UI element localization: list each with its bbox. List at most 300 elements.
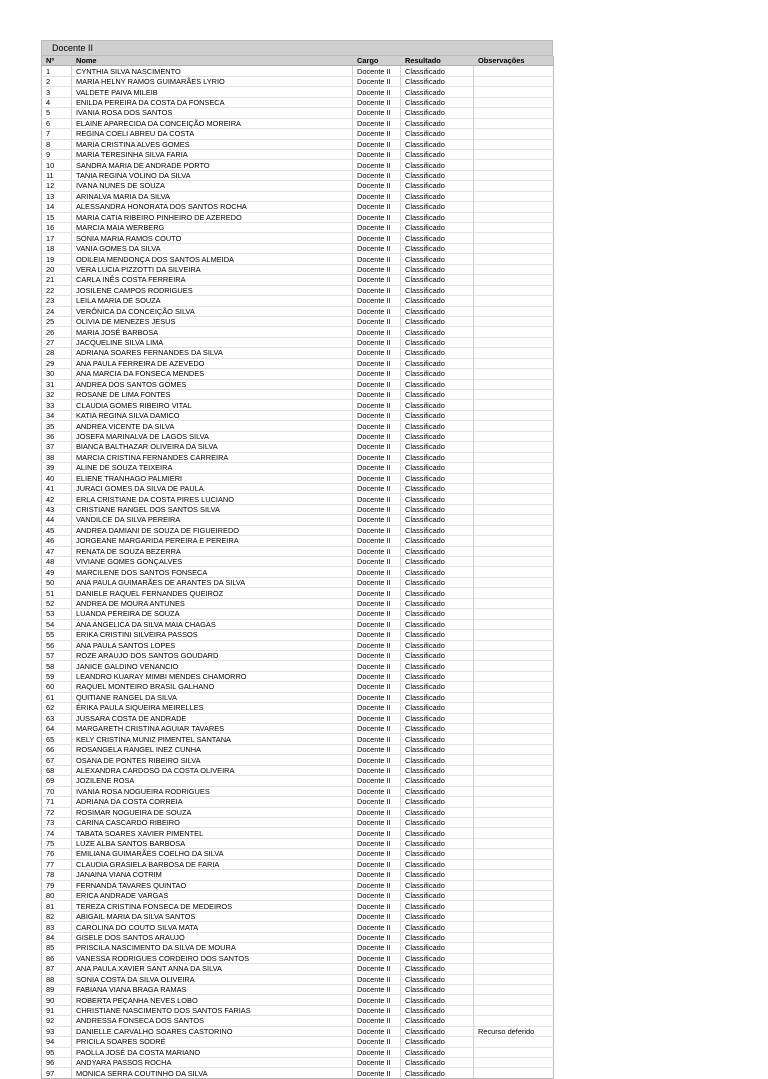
results-sheet [41, 40, 553, 1079]
cell-name: VANIA GOMES DA SILVA [72, 243, 353, 253]
cell-result: Classificado [401, 807, 474, 817]
table-row [42, 703, 554, 713]
cell-observations [474, 421, 554, 431]
cell-name: SONIA MARIA RAMOS COUTO [72, 233, 353, 243]
cell-observations [474, 880, 554, 890]
cell-observations [474, 567, 554, 577]
cell-result: Classificado [401, 901, 474, 911]
cell-name: VIVIANE GOMES GONÇALVES [72, 557, 353, 567]
cell-name: ENILDA PEREIRA DA COSTA DA FONSECA [72, 97, 353, 107]
cell-number: 23 [42, 296, 72, 306]
cell-name: ROZE ARAUJO DOS SANTOS GOUDARD [72, 650, 353, 660]
cell-result: Classificado [401, 181, 474, 191]
cell-number: 82 [42, 911, 72, 921]
cell-cargo: Docente II [353, 964, 401, 974]
table-row [42, 838, 554, 848]
cell-result: Classificado [401, 494, 474, 504]
cell-cargo: Docente II [353, 1016, 401, 1026]
cell-cargo: Docente II [353, 129, 401, 139]
cell-number: 21 [42, 275, 72, 285]
cell-cargo: Docente II [353, 431, 401, 441]
cell-observations [474, 327, 554, 337]
cell-observations [474, 463, 554, 473]
cell-observations [474, 191, 554, 201]
cell-name: QUITIANE RANGEL DA SILVA [72, 692, 353, 702]
cell-cargo: Docente II [353, 452, 401, 462]
cell-number: 39 [42, 463, 72, 473]
cell-number: 83 [42, 922, 72, 932]
cell-observations [474, 692, 554, 702]
cell-observations [474, 671, 554, 681]
cell-number: 75 [42, 838, 72, 848]
cell-result: Classificado [401, 630, 474, 640]
cell-name: TABATA SOARES XAVIER PIMENTEL [72, 828, 353, 838]
table-row [42, 932, 554, 942]
cell-cargo: Docente II [353, 191, 401, 201]
cell-result: Classificado [401, 504, 474, 514]
cell-number: 71 [42, 797, 72, 807]
cell-result: Classificado [401, 243, 474, 253]
cell-result: Classificado [401, 306, 474, 316]
table-row [42, 170, 554, 180]
cell-cargo: Docente II [353, 494, 401, 504]
cell-observations [474, 724, 554, 734]
cell-number: 79 [42, 880, 72, 890]
cell-result: Classificado [401, 358, 474, 368]
cell-observations [474, 431, 554, 441]
cell-name: JOZILENE ROSA [72, 776, 353, 786]
cell-cargo: Docente II [353, 139, 401, 149]
cell-observations [474, 1037, 554, 1047]
cell-cargo: Docente II [353, 410, 401, 420]
cell-number: 53 [42, 609, 72, 619]
cell-result: Classificado [401, 891, 474, 901]
cell-observations [474, 1005, 554, 1015]
cell-number: 97 [42, 1068, 72, 1078]
cell-result: Classificado [401, 160, 474, 170]
cell-result: Classificado [401, 421, 474, 431]
cell-cargo: Docente II [353, 650, 401, 660]
cell-name: MONICA SERRA COUTINHO DA SILVA [72, 1068, 353, 1078]
cell-name: ANDREA DE MOURA ANTUNES [72, 598, 353, 608]
cell-result: Classificado [401, 880, 474, 890]
cell-cargo: Docente II [353, 838, 401, 848]
cell-observations [474, 786, 554, 796]
cell-number: 93 [42, 1026, 72, 1036]
cell-number: 14 [42, 202, 72, 212]
cell-cargo: Docente II [353, 1068, 401, 1078]
table-row [42, 431, 554, 441]
cell-cargo: Docente II [353, 504, 401, 514]
cell-cargo: Docente II [353, 515, 401, 525]
cell-name: ALEXANDRA CARDOSO DA COSTA OLIVEIRA [72, 765, 353, 775]
cell-observations [474, 932, 554, 942]
table-row [42, 452, 554, 462]
table-body [42, 66, 554, 1078]
table-row [42, 984, 554, 994]
cell-number: 30 [42, 369, 72, 379]
cell-cargo: Docente II [353, 786, 401, 796]
cell-number: 40 [42, 473, 72, 483]
cell-name: IVANA NUNES DE SOUZA [72, 181, 353, 191]
table-row [42, 817, 554, 827]
cell-observations [474, 744, 554, 754]
cell-number: 19 [42, 254, 72, 264]
cell-number: 96 [42, 1058, 72, 1068]
table-row [42, 275, 554, 285]
table-row [42, 797, 554, 807]
cell-cargo: Docente II [353, 202, 401, 212]
table-row [42, 953, 554, 963]
cell-number: 84 [42, 932, 72, 942]
cell-result: Classificado [401, 786, 474, 796]
cell-observations [474, 713, 554, 723]
cell-observations: Recurso deferido [474, 1026, 554, 1036]
cell-result: Classificado [401, 557, 474, 567]
cell-result: Classificado [401, 870, 474, 880]
cell-result: Classificado [401, 348, 474, 358]
table-row [42, 87, 554, 97]
cell-name: MARIA CATIA RIBEIRO PINHEIRO DE AZEREDO [72, 212, 353, 222]
cell-cargo: Docente II [353, 254, 401, 264]
cell-number: 25 [42, 316, 72, 326]
cell-observations [474, 452, 554, 462]
cell-observations [474, 296, 554, 306]
cell-name: ELAINE APARECIDA DA CONCEIÇÃO MOREIRA [72, 118, 353, 128]
cell-cargo: Docente II [353, 870, 401, 880]
cell-name: PRICILA SOARES SODRÉ [72, 1037, 353, 1047]
cell-result: Classificado [401, 1016, 474, 1026]
cell-result: Classificado [401, 859, 474, 869]
table-row [42, 755, 554, 765]
cell-number: 69 [42, 776, 72, 786]
cell-name: JOSILENE CAMPOS RODRIGUES [72, 285, 353, 295]
cell-result: Classificado [401, 410, 474, 420]
cell-number: 47 [42, 546, 72, 556]
cell-result: Classificado [401, 390, 474, 400]
cell-number: 88 [42, 974, 72, 984]
cell-number: 50 [42, 577, 72, 587]
cell-observations [474, 108, 554, 118]
cell-observations [474, 536, 554, 546]
table-row [42, 442, 554, 452]
cell-observations [474, 734, 554, 744]
table-row [42, 828, 554, 838]
cell-observations [474, 974, 554, 984]
cell-cargo: Docente II [353, 640, 401, 650]
cell-cargo: Docente II [353, 1037, 401, 1047]
cell-result: Classificado [401, 817, 474, 827]
table-row [42, 1026, 554, 1036]
cell-observations [474, 76, 554, 86]
cell-name: OLIVIA DE MENEZES JESUS [72, 316, 353, 326]
cell-observations [474, 598, 554, 608]
cell-result: Classificado [401, 995, 474, 1005]
cell-result: Classificado [401, 713, 474, 723]
cell-name: REGINA COELI ABREU DA COSTA [72, 129, 353, 139]
cell-result: Classificado [401, 76, 474, 86]
table-row [42, 296, 554, 306]
cell-number: 45 [42, 525, 72, 535]
cell-result: Classificado [401, 974, 474, 984]
cell-name: RENATA DE SOUZA BEZERRA [72, 546, 353, 556]
cell-cargo: Docente II [353, 296, 401, 306]
cell-cargo: Docente II [353, 390, 401, 400]
table-row [42, 264, 554, 274]
cell-name: LUANDA PEREIRA DE SOUZA [72, 609, 353, 619]
cell-result: Classificado [401, 400, 474, 410]
table-row [42, 1037, 554, 1047]
cell-cargo: Docente II [353, 243, 401, 253]
cell-cargo: Docente II [353, 97, 401, 107]
cell-result: Classificado [401, 452, 474, 462]
cell-name: VANDILCE DA SILVA PEREIRA [72, 515, 353, 525]
table-row [42, 724, 554, 734]
cell-name: JURACI GOMES DA SILVA DE PAULA [72, 483, 353, 493]
table-row [42, 390, 554, 400]
cell-cargo: Docente II [353, 233, 401, 243]
cell-observations [474, 515, 554, 525]
cell-observations [474, 640, 554, 650]
cell-number: 2 [42, 76, 72, 86]
cell-cargo: Docente II [353, 577, 401, 587]
table-row [42, 212, 554, 222]
cell-observations [474, 400, 554, 410]
cell-cargo: Docente II [353, 1047, 401, 1057]
table-row [42, 327, 554, 337]
table-row [42, 922, 554, 932]
cell-number: 87 [42, 964, 72, 974]
cell-number: 38 [42, 452, 72, 462]
table-row [42, 358, 554, 368]
table-row [42, 891, 554, 901]
cell-name: ANDYARA PASSOS ROCHA [72, 1058, 353, 1068]
cell-cargo: Docente II [353, 1005, 401, 1015]
cell-number: 70 [42, 786, 72, 796]
cell-cargo: Docente II [353, 828, 401, 838]
cell-result: Classificado [401, 170, 474, 180]
table-row [42, 494, 554, 504]
cell-name: JOSEFA MARINALVA DE LAGOS SILVA [72, 431, 353, 441]
cell-result: Classificado [401, 922, 474, 932]
cell-result: Classificado [401, 953, 474, 963]
cell-result: Classificado [401, 1026, 474, 1036]
table-row [42, 337, 554, 347]
cell-name: VALDETE PAIVA MILEIB [72, 87, 353, 97]
cell-cargo: Docente II [353, 567, 401, 577]
cell-name: ANA PAULA FERREIRA DE AZEVEDO [72, 358, 353, 368]
cell-name: DANIELE RAQUEL FERNANDES QUEIROZ [72, 588, 353, 598]
cell-observations [474, 337, 554, 347]
cell-name: LEILA MARIA DE SOUZA [72, 296, 353, 306]
cell-name: ÉRIKA PAULA SIQUEIRA MEIRELLES [72, 703, 353, 713]
cell-result: Classificado [401, 765, 474, 775]
cell-cargo: Docente II [353, 358, 401, 368]
table-row [42, 233, 554, 243]
table-row [42, 630, 554, 640]
cell-number: 57 [42, 650, 72, 660]
cell-name: ANDREA VICENTE DA SILVA [72, 421, 353, 431]
cell-observations [474, 870, 554, 880]
cell-observations [474, 525, 554, 535]
cell-result: Classificado [401, 515, 474, 525]
cell-cargo: Docente II [353, 609, 401, 619]
table-row [42, 640, 554, 650]
cell-number: 62 [42, 703, 72, 713]
cell-number: 13 [42, 191, 72, 201]
cell-cargo: Docente II [353, 557, 401, 567]
cell-number: 89 [42, 984, 72, 994]
cell-observations [474, 984, 554, 994]
cell-observations [474, 369, 554, 379]
cell-name: FERNANDA TAVARES QUINTAO [72, 880, 353, 890]
cell-result: Classificado [401, 212, 474, 222]
cell-number: 1 [42, 66, 72, 76]
cell-cargo: Docente II [353, 264, 401, 274]
cell-result: Classificado [401, 943, 474, 953]
cell-name: VERÔNICA DA CONCEIÇÃO SILVA [72, 306, 353, 316]
cell-observations [474, 1068, 554, 1078]
cell-number: 9 [42, 149, 72, 159]
table-row [42, 160, 554, 170]
cell-name: ERICA ANDRADE VARGAS [72, 891, 353, 901]
cell-result: Classificado [401, 66, 474, 76]
cell-number: 76 [42, 849, 72, 859]
cell-cargo: Docente II [353, 974, 401, 984]
cell-name: SANDRA MARIA DE ANDRADE PORTO [72, 160, 353, 170]
cell-cargo: Docente II [353, 170, 401, 180]
cell-observations [474, 964, 554, 974]
cell-number: 10 [42, 160, 72, 170]
cell-result: Classificado [401, 442, 474, 452]
table-header-row [42, 56, 554, 66]
table-row [42, 598, 554, 608]
cell-name: LUZE ALBA SANTOS BARBOSA [72, 838, 353, 848]
cell-observations [474, 1047, 554, 1057]
cell-name: CARLA INÊS COSTA FERREIRA [72, 275, 353, 285]
table-row [42, 76, 554, 86]
cell-cargo: Docente II [353, 223, 401, 233]
table-row [42, 870, 554, 880]
table-row [42, 776, 554, 786]
cell-cargo: Docente II [353, 463, 401, 473]
cell-result: Classificado [401, 1058, 474, 1068]
cell-number: 37 [42, 442, 72, 452]
cell-result: Classificado [401, 369, 474, 379]
cell-name: JANAINA VIANA COTRIM [72, 870, 353, 880]
cell-cargo: Docente II [353, 442, 401, 452]
cell-cargo: Docente II [353, 369, 401, 379]
cell-cargo: Docente II [353, 932, 401, 942]
cell-name: ODILEIA MENDONÇA DOS SANTOS ALMEIDA [72, 254, 353, 264]
cell-cargo: Docente II [353, 901, 401, 911]
table-row [42, 901, 554, 911]
cell-name: DANIELLE CARVALHO SOARES CASTORINO [72, 1026, 353, 1036]
cell-observations [474, 306, 554, 316]
cell-result: Classificado [401, 692, 474, 702]
cell-number: 66 [42, 744, 72, 754]
cell-result: Classificado [401, 118, 474, 128]
cell-number: 17 [42, 233, 72, 243]
cell-observations [474, 953, 554, 963]
cell-number: 7 [42, 129, 72, 139]
cell-observations [474, 650, 554, 660]
cell-name: IVANIA ROSA DOS SANTOS [72, 108, 353, 118]
cell-result: Classificado [401, 87, 474, 97]
cell-cargo: Docente II [353, 421, 401, 431]
cell-number: 4 [42, 97, 72, 107]
cell-result: Classificado [401, 536, 474, 546]
table-row [42, 859, 554, 869]
cell-result: Classificado [401, 776, 474, 786]
table-row [42, 369, 554, 379]
table-row [42, 619, 554, 629]
cell-result: Classificado [401, 129, 474, 139]
cell-result: Classificado [401, 598, 474, 608]
cell-number: 81 [42, 901, 72, 911]
column-header-cargo: Cargo [353, 56, 401, 66]
table-row [42, 118, 554, 128]
cell-observations [474, 557, 554, 567]
cell-number: 90 [42, 995, 72, 1005]
cell-result: Classificado [401, 797, 474, 807]
cell-cargo: Docente II [353, 995, 401, 1005]
cell-number: 18 [42, 243, 72, 253]
table-row [42, 577, 554, 587]
table-row [42, 410, 554, 420]
table-row [42, 1047, 554, 1057]
cell-cargo: Docente II [353, 1026, 401, 1036]
table-row [42, 1005, 554, 1015]
cell-number: 43 [42, 504, 72, 514]
cell-number: 20 [42, 264, 72, 274]
cell-result: Classificado [401, 744, 474, 754]
cell-observations [474, 807, 554, 817]
cell-observations [474, 588, 554, 598]
cell-number: 61 [42, 692, 72, 702]
cell-result: Classificado [401, 546, 474, 556]
cell-name: IVANIA ROSA NOGUEIRA RODRIGUES [72, 786, 353, 796]
cell-number: 46 [42, 536, 72, 546]
cell-result: Classificado [401, 734, 474, 744]
cell-observations [474, 797, 554, 807]
cell-cargo: Docente II [353, 849, 401, 859]
cell-cargo: Docente II [353, 379, 401, 389]
table-row [42, 108, 554, 118]
cell-number: 54 [42, 619, 72, 629]
cell-name: ERIKA CRISTINI SILVEIRA PASSOS [72, 630, 353, 640]
cell-observations [474, 160, 554, 170]
cell-observations [474, 755, 554, 765]
cell-cargo: Docente II [353, 807, 401, 817]
table-row [42, 306, 554, 316]
cell-name: ERLA CRISTIANE DA COSTA PIRES LUCIANO [72, 494, 353, 504]
cell-result: Classificado [401, 379, 474, 389]
cell-cargo: Docente II [353, 817, 401, 827]
cell-name: ANA ANGELICA DA SILVA MAIA CHAGAS [72, 619, 353, 629]
cell-number: 91 [42, 1005, 72, 1015]
cell-cargo: Docente II [353, 744, 401, 754]
cell-result: Classificado [401, 139, 474, 149]
cell-name: PRISCILA NASCIMENTO DA SILVA DE MOURA [72, 943, 353, 953]
cell-result: Classificado [401, 984, 474, 994]
cell-observations [474, 442, 554, 452]
cell-result: Classificado [401, 828, 474, 838]
cell-number: 78 [42, 870, 72, 880]
cell-observations [474, 838, 554, 848]
cell-number: 60 [42, 682, 72, 692]
table-row [42, 515, 554, 525]
